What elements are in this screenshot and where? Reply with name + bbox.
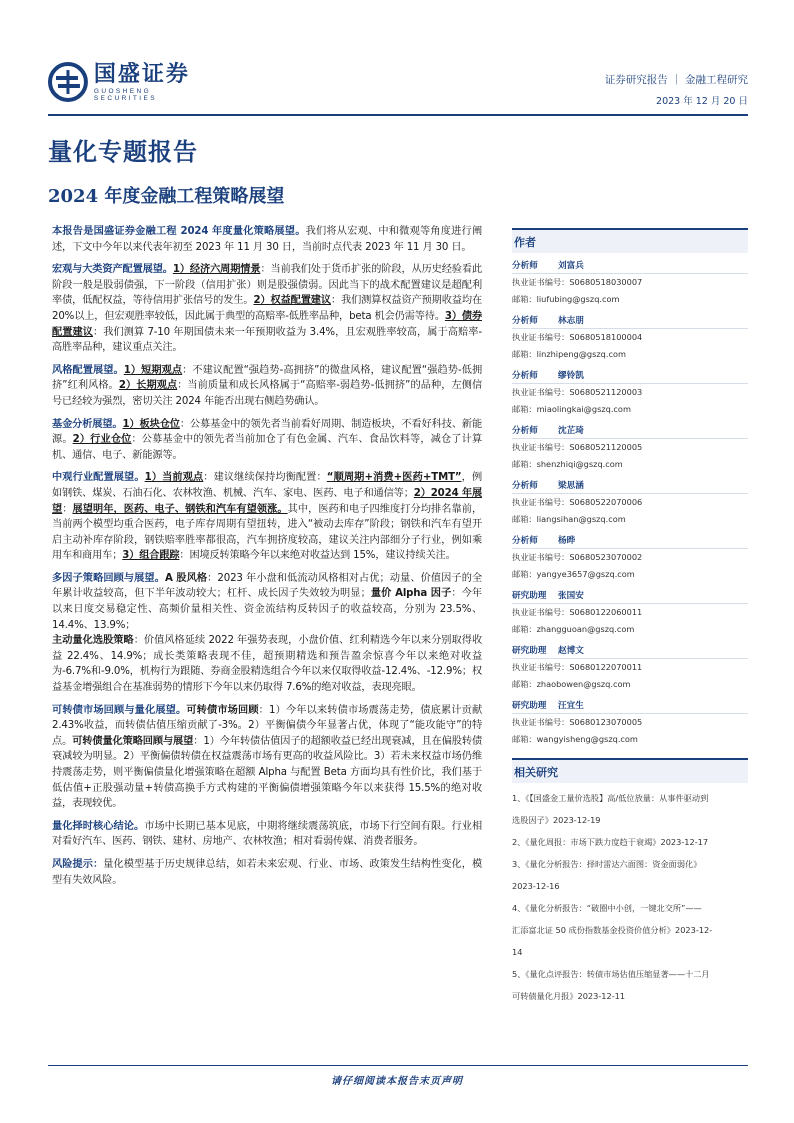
email-address[interactable]: linzhipeng@gszq.com bbox=[536, 349, 626, 359]
para-key: 3）债券配置建议 bbox=[52, 310, 482, 338]
related-item[interactable]: 4、《量化分析报告：“破圈中小创，一键北交所”—— bbox=[512, 903, 702, 913]
author-role: 研究助理 bbox=[512, 701, 547, 711]
email-address[interactable]: liufubing@gszq.com bbox=[536, 294, 620, 304]
para-heading: 可转债市场回顾与量化展望。 bbox=[52, 704, 187, 716]
para-text: 市场中长期已基本见底，中期将继续震荡筑底，市场下行空间有限。行业相对看好汽车、医药、钢铁、建材、房地产、农林牧渔；相对看弱传媒、消费者服务。 bbox=[52, 820, 482, 848]
cert-label: 执业证书编号： bbox=[512, 277, 570, 287]
para-text: ：我们测算 7-10 年期国债未来一年预期收益为 3.4%，且宏观胜率较高，属于高赔率-高胜率品种，建议重点关注。 bbox=[52, 326, 483, 354]
header-divider bbox=[48, 114, 748, 116]
para-key: 量价 Alpha 因子 bbox=[370, 588, 452, 600]
para-heading: 基金分析展望。 bbox=[52, 418, 123, 430]
related-list bbox=[512, 787, 748, 1007]
author-entry bbox=[512, 697, 748, 748]
author-entry bbox=[512, 587, 748, 638]
para-text: ：1）今年以来转债市场震荡走势，债底累计贡献 2.43%收益，而转债估值压缩贡献了-3%。2）平衡偏债今年显著占优，体现了“能攻能守”的特点。 bbox=[52, 704, 482, 747]
email-label: 邮箱： bbox=[512, 294, 537, 304]
author-name-text: 汪宜生 bbox=[558, 701, 584, 711]
author-name bbox=[512, 642, 748, 659]
report-category: 证券研究报告 ｜ 金融工程研究 bbox=[604, 74, 748, 86]
author-email bbox=[512, 566, 748, 583]
author-cert bbox=[512, 384, 748, 401]
cert-label: 执业证书编号： bbox=[512, 717, 570, 727]
footer-divider bbox=[48, 1065, 748, 1066]
cert-number: S0680123070005 bbox=[569, 717, 643, 727]
author-name-text: 林志朋 bbox=[558, 316, 584, 326]
author-cert bbox=[512, 329, 748, 346]
para-text: ：公募基金中的领先者当前看好周期、制造板块，不看好科技、新能源。 bbox=[52, 418, 482, 446]
author-name bbox=[512, 532, 748, 549]
paragraph-industry bbox=[52, 470, 482, 564]
related-item[interactable]: 14 bbox=[512, 947, 523, 957]
para-text: 我们将从宏观、中和微观等角度进行阐述，下文中今年以来代表年初至 2023 年 11 月 30 日，当前时点代表 2023 年 11 月 30 日。 bbox=[52, 226, 482, 253]
author-name bbox=[512, 367, 748, 384]
para-key: 可转债量化策略回顾与展望 bbox=[72, 735, 194, 747]
authors-heading: 作者 bbox=[512, 228, 748, 253]
related-item[interactable]: 2023-12-16 bbox=[512, 881, 560, 891]
cert-label: 执业证书编号： bbox=[512, 607, 570, 617]
author-email bbox=[512, 621, 748, 638]
para-heading: 中观行业配置展望。 bbox=[52, 472, 145, 484]
para-key: 3）组合跟踪 bbox=[122, 550, 180, 562]
email-address[interactable]: miaolingkai@gszq.com bbox=[536, 404, 631, 414]
paragraph-multifactor bbox=[52, 571, 482, 696]
author-entry bbox=[512, 642, 748, 693]
para-text: ：价值风格延续 2022 年强势表现，小盘价值、红利精选今年以来分别取得收益 22.4%、14.9%；成长类策略表现不佳，超预期精选和预告盈余惊喜今年以来绝对收益为-6.7%和-9.0%，机构行为跟随、券商金股精选组合今年以来仅取得收益-12.4%、-12.9%；权益基金增强组合在基准弱势的情形下今年以来仍取得 7.6%的绝对收益，表现亮眼。 bbox=[52, 635, 482, 694]
author-email bbox=[512, 346, 748, 363]
para-key: 2）长期观点 bbox=[118, 380, 178, 392]
author-name-text: 梁思涵 bbox=[558, 481, 584, 491]
author-name bbox=[512, 312, 748, 329]
paragraph-risk bbox=[52, 857, 482, 888]
page-title: 2024 年度金融工程策略展望 bbox=[48, 186, 285, 207]
brand-logo bbox=[48, 60, 218, 104]
related-heading: 相关研究 bbox=[512, 758, 748, 783]
para-key: 展望明年，医药、电子、钢铁和汽车有望领涨。 bbox=[72, 503, 288, 515]
author-name bbox=[512, 422, 748, 439]
brand-name-cn: 国盛证券 bbox=[93, 61, 190, 87]
author-cert bbox=[512, 714, 748, 731]
author-role: 分析师 bbox=[512, 481, 538, 491]
author-entry bbox=[512, 477, 748, 528]
email-address[interactable]: wangyisheng@gszq.com bbox=[536, 734, 638, 744]
author-cert bbox=[512, 659, 748, 676]
report-body bbox=[52, 224, 482, 895]
para-text: ：当前我们处于货币扩张的阶段，从历史经验看此阶段一般是股弱债强，下一阶段（信用扩张）则是股强债弱。因此当下的战术配置建议是超配利率债，低配权益，等待信用扩张信号的发生。 bbox=[52, 264, 482, 307]
related-item[interactable]: 3、《量化分析报告：择时雷达六面图：资金面弱化》 bbox=[512, 859, 702, 869]
para-key: A 股风格 bbox=[164, 572, 208, 584]
cert-label: 执业证书编号： bbox=[512, 497, 570, 507]
author-name-text: 沈芷琦 bbox=[558, 426, 584, 436]
author-entry bbox=[512, 367, 748, 418]
author-role: 分析师 bbox=[512, 536, 538, 546]
brand-name-en: GUOSHENG SECURITIES bbox=[93, 88, 157, 102]
paragraph-style bbox=[52, 363, 482, 410]
para-text: 其中，医药和电子四维度打分均排名靠前，当前两个模型均重合医药，电子库存周期有望扭转，进入“被动去库存”阶段；钢铁和汽车有望开启主动补库存阶段，钢铁赔率胜率都很高，汽车拥挤度较高，建议关注内部细分子行业，例如乘用车和商用车； bbox=[52, 503, 482, 562]
cert-number: S0680518030007 bbox=[569, 277, 643, 287]
author-email bbox=[512, 456, 748, 473]
related-item[interactable]: 可转债量化月报》2023-12-11 bbox=[512, 991, 626, 1001]
author-role: 分析师 bbox=[512, 261, 538, 271]
report-meta bbox=[605, 72, 748, 107]
sidebar bbox=[512, 228, 748, 1007]
para-key: 1）短期观点 bbox=[123, 364, 183, 376]
cert-number: S0680521120003 bbox=[569, 387, 643, 397]
email-label: 邮箱： bbox=[512, 349, 537, 359]
author-name-text: 缪铃凯 bbox=[558, 371, 584, 381]
cert-number: S0680122060011 bbox=[569, 607, 643, 617]
related-item[interactable]: 选股因子》2023-12-19 bbox=[512, 815, 601, 825]
para-text: ：当前质量和成长风格属于“高赔率-弱趋势-低拥挤”的品种，左侧信号已经较为强烈，密切关注 2024 年能否出现右侧趋势确认。 bbox=[52, 380, 482, 407]
para-key: 主动量化选股策略 bbox=[52, 635, 134, 647]
para-text: ：建议继续保持均衡配置： bbox=[203, 472, 327, 484]
related-item[interactable]: 1、《【国盛金工量价选股】高/低位放量：从事件驱动到 bbox=[512, 793, 709, 803]
para-key: 2）2024 年展望 bbox=[52, 487, 482, 515]
author-cert bbox=[512, 604, 748, 621]
para-key: 2）权益配置建议 bbox=[253, 295, 331, 307]
author-role: 研究助理 bbox=[512, 646, 547, 656]
paragraph-convertible bbox=[52, 703, 482, 812]
para-text: ： bbox=[62, 503, 73, 515]
author-cert bbox=[512, 439, 748, 456]
para-key: 1）当前观点 bbox=[144, 472, 204, 484]
email-address[interactable]: yangye3657@gszq.com bbox=[536, 569, 635, 579]
related-item[interactable]: 汇添富北证 50 成份指数基金投资价值分析》2023-12- bbox=[512, 925, 713, 935]
cert-label: 执业证书编号： bbox=[512, 332, 570, 342]
report-date: 2023 年 12 月 20 日 bbox=[656, 96, 748, 107]
author-entry bbox=[512, 422, 748, 473]
para-text: 量化模型基于历史规律总结，如若未来宏观、行业、市场、政策发生结构性变化，模型有失效风险。 bbox=[52, 858, 482, 886]
author-cert bbox=[512, 549, 748, 566]
para-heading: 宏观与大类资产配置展望。 bbox=[52, 264, 173, 276]
para-heading: 风格配置展望。 bbox=[52, 364, 124, 376]
para-text: ：困境反转策略今年以来绝对收益达到 15%，建议持续关注。 bbox=[179, 550, 456, 562]
cert-number: S0680521120005 bbox=[569, 442, 643, 452]
email-label: 邮箱： bbox=[512, 679, 537, 689]
paragraph-timing bbox=[52, 819, 482, 850]
related-item[interactable]: 5、《量化点评报告：转债市场估值压缩显著——十二月 bbox=[512, 969, 710, 979]
email-label: 邮箱： bbox=[512, 569, 537, 579]
para-text: ：公募基金中的领先者当前加仓了有色金属、汽车、食品饮料等，减仓了计算机、通信、电子、新能源等。 bbox=[52, 434, 482, 461]
author-email bbox=[512, 676, 748, 693]
email-address[interactable]: zhaobowen@gszq.com bbox=[536, 679, 631, 689]
para-key: 1）板块仓位 bbox=[122, 418, 180, 430]
author-email bbox=[512, 731, 748, 748]
related-item[interactable]: 2、《量化周报：市场下跌力度趋于衰竭》2023-12-17 bbox=[512, 837, 709, 847]
paragraph-macro bbox=[52, 262, 482, 356]
paragraph-intro bbox=[52, 224, 482, 255]
email-address[interactable]: shenzhiqi@gszq.com bbox=[536, 459, 623, 469]
para-text: ，例如钢铁、煤炭、石油石化、农林牧渔、机械、汽车、家电、医药、电子和通信等； bbox=[52, 472, 483, 499]
author-entry bbox=[512, 312, 748, 363]
author-name-text: 张国安 bbox=[558, 591, 584, 601]
para-text: ：我们测算权益资产预期收益均在 20%以上，但宏观胜率较低，因此属于典型的高赔率-低胜率品种，beta 机会仍需等待。 bbox=[52, 295, 483, 322]
email-address[interactable]: liangsihan@gszq.com bbox=[536, 514, 626, 524]
author-entry bbox=[512, 257, 748, 308]
para-text: ：2023 年小盘和低流动风格相对占优；动量、价值因子的全年累计收益较高，但下半年波动较大；杠杆、成长因子失效较为明显； bbox=[52, 572, 483, 600]
author-name-text: 杨晔 bbox=[558, 536, 576, 546]
author-name-text: 赵博文 bbox=[558, 646, 584, 656]
author-cert bbox=[512, 274, 748, 291]
author-name-text: 刘富兵 bbox=[558, 261, 584, 271]
para-text: ：1）今年转债估值因子的超额收益已经出现衰减，且在偏股转债衰减较为明显。2）平衡偏债转债在权益震荡市场有更高的收益风险比。3）若未来权益市场仍维持震荡走势，则平衡偏债量化增强策略在超额 Alpha 与配置 Beta 方面均具有性价比，我们基于低估值+正股强动量+转债高换手方式构建的平衡偏债增强策略今年以来获得 15.5%的绝对收益，表现较优。 bbox=[52, 735, 482, 810]
footer-disclaimer: 请仔细阅读本报告末页声明 bbox=[331, 1076, 463, 1087]
author-name bbox=[512, 587, 748, 604]
author-email bbox=[512, 291, 748, 308]
cert-label: 执业证书编号： bbox=[512, 552, 570, 562]
para-key: 可转债市场回顾 bbox=[186, 704, 259, 716]
email-label: 邮箱： bbox=[512, 734, 537, 744]
guosheng-logo-icon bbox=[48, 62, 88, 102]
author-name bbox=[512, 477, 748, 494]
author-email bbox=[512, 401, 748, 418]
email-address[interactable]: zhangguoan@gszq.com bbox=[536, 624, 635, 634]
email-label: 邮箱： bbox=[512, 624, 537, 634]
cert-number: S0680518100004 bbox=[569, 332, 643, 342]
paragraph-fund bbox=[52, 417, 482, 464]
para-key: 2）行业仓位 bbox=[72, 434, 132, 446]
author-role: 分析师 bbox=[512, 426, 538, 436]
email-label: 邮箱： bbox=[512, 514, 537, 524]
author-entry bbox=[512, 532, 748, 583]
para-heading: 风险提示： bbox=[52, 858, 104, 870]
author-list bbox=[512, 257, 748, 748]
author-role: 研究助理 bbox=[512, 591, 547, 601]
para-text: ：今年以来日度交易稳定性、高频价量相关性、资金流结构反转因子的收益较高，分别为 23.5%、14.4%、13.9%； bbox=[52, 588, 482, 631]
para-heading: 本报告是国盛证券金融工程 2024 年度量化策略展望。 bbox=[52, 226, 306, 237]
para-heading: 多因子策略回顾与展望。 bbox=[52, 572, 165, 584]
cert-label: 执业证书编号： bbox=[512, 662, 570, 672]
cert-number: S0680523070002 bbox=[569, 552, 643, 562]
para-text: ：不建议配置“强趋势-高拥挤”的微盘风格，建议配置“强趋势-低拥挤”红利风格。 bbox=[52, 364, 482, 392]
cert-label: 执业证书编号： bbox=[512, 387, 570, 397]
cert-label: 执业证书编号： bbox=[512, 442, 570, 452]
para-key: 1）经济六周期情景 bbox=[172, 264, 261, 276]
email-label: 邮箱： bbox=[512, 404, 537, 414]
author-name bbox=[512, 257, 748, 274]
author-role: 分析师 bbox=[512, 371, 538, 381]
author-email bbox=[512, 511, 748, 528]
para-key: “顺周期+消费+医药+TMT” bbox=[326, 472, 462, 484]
email-label: 邮箱： bbox=[512, 459, 537, 469]
report-type: 量化专题报告 bbox=[48, 137, 198, 166]
author-role: 分析师 bbox=[512, 316, 538, 326]
cert-number: S0680122070011 bbox=[569, 662, 643, 672]
author-name bbox=[512, 697, 748, 714]
author-cert bbox=[512, 494, 748, 511]
cert-number: S0680522070006 bbox=[569, 497, 643, 507]
para-heading: 量化择时核心结论。 bbox=[52, 820, 145, 832]
